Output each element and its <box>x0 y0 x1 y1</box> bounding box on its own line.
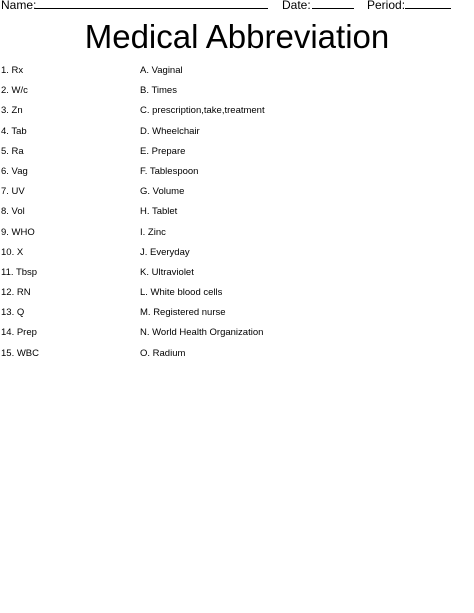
term-item: 12. RN <box>1 287 31 299</box>
term-item: 8. Vol <box>1 206 25 218</box>
terms-column <box>1 64 131 367</box>
term-item: 11. Tbsp <box>1 266 38 278</box>
term-item: 9. WHO <box>1 226 35 238</box>
term-item: 15. WBC <box>1 347 40 359</box>
definition-item: A. Vaginal <box>140 65 183 76</box>
term-item: 1. Rx <box>1 65 24 76</box>
term-item: 7. UV <box>1 186 25 198</box>
definition-item: B. Times <box>140 85 177 97</box>
definition-item: J. Everyday <box>140 246 190 258</box>
definition-item: E. Prepare <box>140 145 186 157</box>
definition-item: O. Radium <box>140 347 186 359</box>
page-title: Medical Abbreviation <box>84 18 390 55</box>
definition-item: D. Wheelchair <box>140 125 200 137</box>
date-blank-line <box>312 8 354 9</box>
period-blank-line <box>405 8 451 9</box>
definitions-column <box>140 64 470 367</box>
name-blank-line <box>35 8 268 9</box>
period-label: Period: <box>367 0 406 12</box>
term-item: 2. W/c <box>1 85 28 97</box>
date-label: Date: <box>282 0 311 12</box>
definition-item: C. prescription,take,treatment <box>140 105 265 117</box>
definition-item: N. World Health Organization <box>140 327 264 339</box>
definition-item: I. Zinc <box>140 226 166 238</box>
definition-item: K. Ultraviolet <box>140 266 194 278</box>
name-label: Name: <box>1 0 37 12</box>
definition-item: M. Registered nurse <box>140 307 226 319</box>
term-item: 4. Tab <box>1 125 27 137</box>
term-item: 3. Zn <box>1 105 23 117</box>
term-item: 6. Vag <box>1 165 28 177</box>
definition-item: G. Volume <box>140 186 185 198</box>
term-item: 10. X <box>1 246 24 258</box>
definition-item: L. White blood cells <box>140 287 223 299</box>
worksheet-header <box>0 0 474 13</box>
term-item: 14. Prep <box>1 327 37 339</box>
definition-item: F. Tablespoon <box>140 165 199 177</box>
term-item: 13. Q <box>1 307 25 319</box>
definition-item: H. Tablet <box>140 206 178 218</box>
term-item: 5. Ra <box>1 145 24 157</box>
